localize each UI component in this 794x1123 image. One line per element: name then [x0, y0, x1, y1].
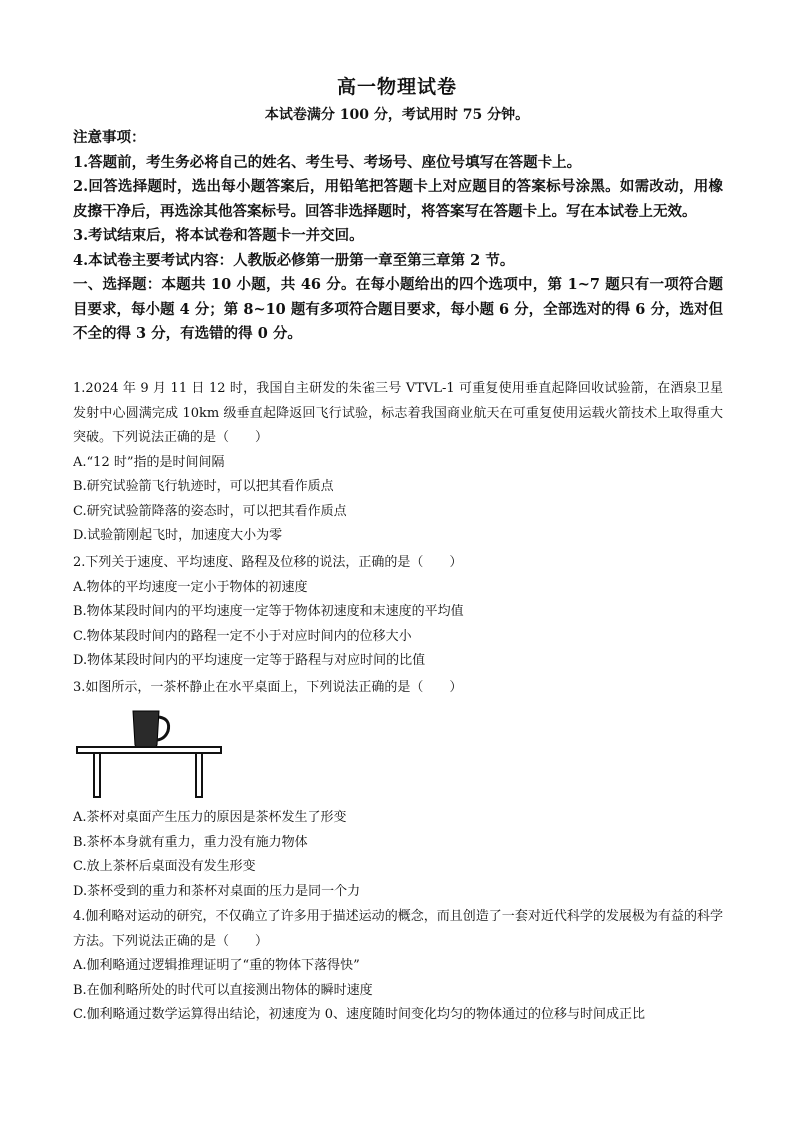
note-item-2: 2.回答选择题时，选出每小题答案后，用铅笔把答题卡上对应题目的答案标号涂黑。如需改动，用橡皮擦干净后，再选涂其他答案标号。回答非选择题时，将答案写在答题卡上。写在本试卷上无效。 [73, 178, 723, 220]
question-stem: 1.2024 年 9 月 11 日 12 时，我国自主研发的朱雀三号 VTVL-1 可重复使用垂直起降回收试验箭，在酒泉卫星发射中心圆满完成 10km 级垂直起降返回飞行试验，标志着我国商业航天在可重复使用运载火箭技术上取得重大突破。下列说法正确的是（ ） [73, 381, 723, 445]
question-2 [73, 551, 723, 674]
question-1 [73, 377, 723, 549]
option-b: B.物体某段时间内的平均速度一定等于物体初速度和末速度的平均值 [73, 604, 464, 619]
note-item-3: 3.考试结束后，将本试卷和答题卡一并交回。 [73, 227, 364, 244]
table-leg-left [94, 753, 100, 797]
question-4 [73, 905, 723, 1028]
question-stem: 4.伽利略对运动的研究，不仅确立了许多用于描述运动的概念，而且创造了一套对近代科学的发展极为有益的科学方法。下列说法正确的是（ ） [73, 909, 723, 949]
notes-heading: 注意事项： [73, 129, 146, 146]
option-a: A.“12 时”指的是时间间隔 [73, 454, 225, 470]
option-b: B.研究试验箭飞行轨迹时，可以把其看作质点 [73, 479, 334, 494]
exam-subtitle: 本试卷满分 100 分，考试用时 75 分钟。 [264, 107, 530, 123]
cup-on-table-figure [75, 707, 225, 799]
notes-section [73, 126, 723, 347]
option-a: A.伽利略通过逻辑推理证明了“重的物体下落得快” [73, 958, 360, 973]
option-b: B.在伽利略所处的时代可以直接测出物体的瞬时速度 [73, 982, 373, 998]
section-intro: 一、选择题：本题共 10 小题，共 46 分。在每小题给出的四个选项中，第 1~7 题只有一项符合题目要求，每小题 4 分；第 8~10 题有多项符合题目要求，每小题 6 分，全部选对的得 6 分，选对但不全的得 3 分，有选错的得 0 分。 [73, 276, 723, 342]
option-c: C.研究试验箭降落的姿态时，可以把其看作质点 [73, 503, 347, 519]
page-title: 高一物理试卷 [336, 76, 457, 98]
option-b: B.茶杯本身就有重力，重力没有施力物体 [73, 834, 308, 850]
option-c: C.物体某段时间内的路程一定不小于对应时间内的位移大小 [73, 628, 412, 644]
option-c: C.伽利略通过数学运算得出结论，初速度为 0、速度随时间变化均匀的物体通过的位移与时间成正比 [73, 1007, 646, 1022]
question-stem: 3.如图所示，一茶杯静止在水平桌面上，下列说法正确的是（ ） [73, 680, 463, 695]
question-3-stem [73, 676, 723, 701]
option-d: D.试验箭刚起飞时，加速度大小为零 [73, 528, 283, 543]
cup-icon [133, 711, 159, 747]
option-c: C.放上茶杯后桌面没有发生形变 [73, 859, 256, 874]
note-item-4: 4.本试卷主要考试内容：人教版必修第一册第一章至第三章第 2 节。 [73, 251, 515, 269]
option-a: A.茶杯对桌面产生压力的原因是茶杯发生了形变 [73, 810, 347, 825]
table-leg-right [196, 753, 202, 797]
option-d: D.茶杯受到的重力和茶杯对桌面的压力是同一个力 [73, 883, 361, 899]
question-stem: 2.下列关于速度、平均速度、路程及位移的说法，正确的是（ ） [73, 555, 463, 570]
question-3-options [73, 806, 723, 904]
option-a: A.物体的平均速度一定小于物体的初速度 [73, 579, 308, 595]
option-d: D.物体某段时间内的平均速度一定等于路程与对应时间的比值 [73, 653, 426, 668]
note-item-1: 1.答题前，考生务必将自己的姓名、考生号、考场号、座位号填写在答题卡上。 [73, 153, 582, 171]
